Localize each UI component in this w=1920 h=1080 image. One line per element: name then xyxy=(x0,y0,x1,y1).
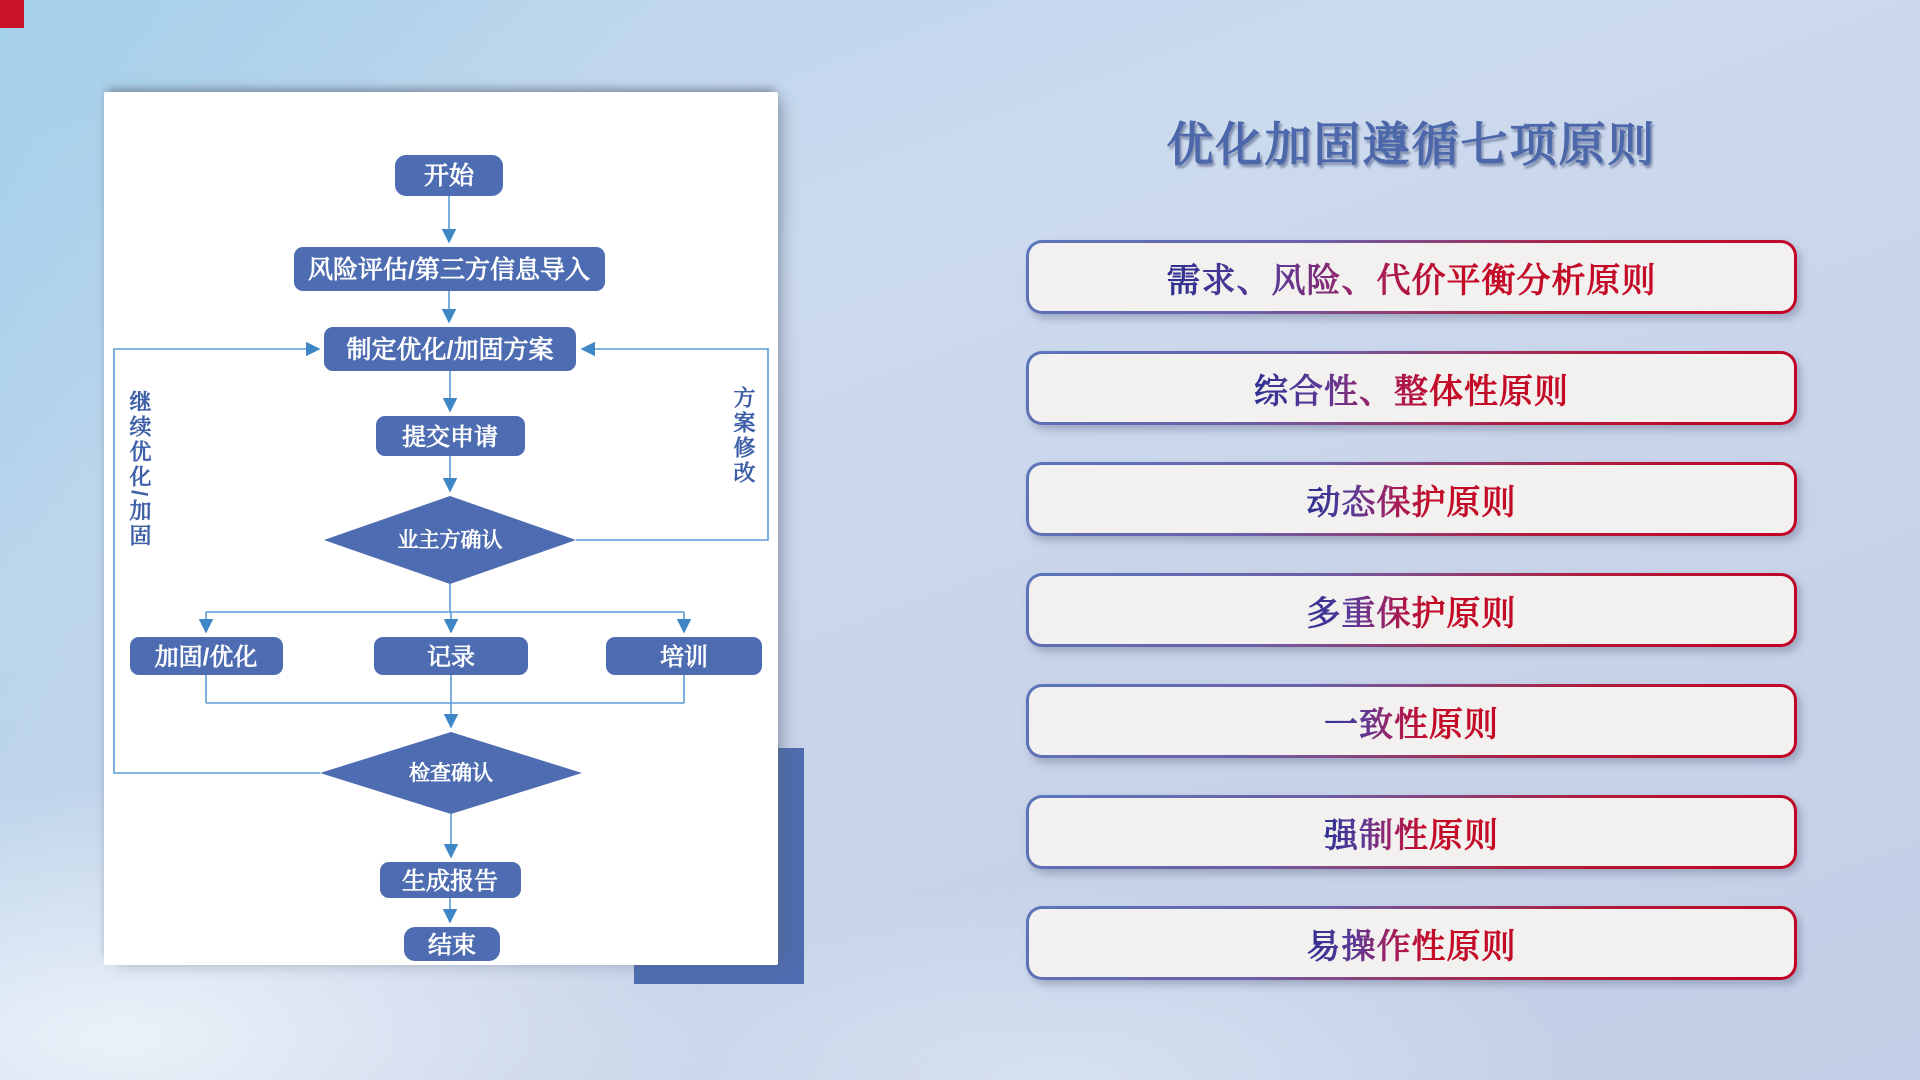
flow-node-training-label: 培训 xyxy=(660,644,708,671)
principle-item-box xyxy=(1029,354,1794,422)
flow-decision-owner-confirm-label: 业主方确认 xyxy=(397,529,503,552)
principle-item-box xyxy=(1029,909,1794,977)
flow-node-reinforce xyxy=(130,637,283,675)
flowchart-card xyxy=(104,92,778,965)
flow-node-start-label: 开始 xyxy=(423,162,475,190)
flow-node-plan-label: 制定优化/加固方案 xyxy=(346,336,554,364)
principle-label: 动态保护原则 xyxy=(1307,475,1517,524)
principle-item-box xyxy=(1029,243,1794,311)
principle-label: 综合性、整体性原则 xyxy=(1254,364,1569,413)
flowchart xyxy=(104,92,778,965)
principle-item xyxy=(1026,906,1797,980)
principle-item-box xyxy=(1029,798,1794,866)
principle-label: 强制性原则 xyxy=(1324,808,1499,857)
principle-label: 多重保护原则 xyxy=(1307,586,1517,635)
flow-node-risk-label: 风险评估/第三方信息导入 xyxy=(308,256,590,284)
flow-node-record-label: 记录 xyxy=(427,644,475,671)
flow-node-risk xyxy=(294,247,605,291)
flow-node-record xyxy=(374,637,528,675)
principle-item xyxy=(1026,684,1797,758)
flow-node-plan xyxy=(324,327,576,371)
principle-item-box xyxy=(1029,687,1794,755)
flow-node-submit xyxy=(376,416,525,456)
flow-node-report-label: 生成报告 xyxy=(402,868,498,895)
corner-accent xyxy=(0,0,24,28)
principle-label: 需求、风险、代价平衡分析原则 xyxy=(1167,253,1657,302)
principle-item xyxy=(1026,351,1797,425)
principle-item xyxy=(1026,462,1797,536)
principle-item xyxy=(1026,240,1797,314)
principle-item xyxy=(1026,795,1797,869)
left-loop-label: 继续优化/加固 xyxy=(127,390,152,550)
flow-node-end xyxy=(404,927,500,961)
principle-item xyxy=(1026,573,1797,647)
principles-list xyxy=(1026,240,1797,980)
flow-decision-check-confirm xyxy=(320,732,582,814)
flow-node-training xyxy=(606,637,762,675)
flow-node-start xyxy=(395,155,503,196)
principle-label: 一致性原则 xyxy=(1324,697,1499,746)
flow-node-reinforce-label: 加固/优化 xyxy=(154,644,258,671)
flow-node-end-label: 结束 xyxy=(428,932,476,959)
page-title: 优化加固遵循七项原则 xyxy=(1166,118,1657,171)
flow-node-report xyxy=(380,862,521,898)
principle-item-box xyxy=(1029,576,1794,644)
flow-node-submit-label: 提交申请 xyxy=(402,424,498,451)
flow-decision-owner-confirm xyxy=(324,496,576,584)
right-loop-label: 方案修改 xyxy=(731,386,756,486)
flow-decision-check-confirm-label: 检查确认 xyxy=(409,762,493,785)
principle-label: 易操作性原则 xyxy=(1307,919,1517,968)
principle-item-box xyxy=(1029,465,1794,533)
